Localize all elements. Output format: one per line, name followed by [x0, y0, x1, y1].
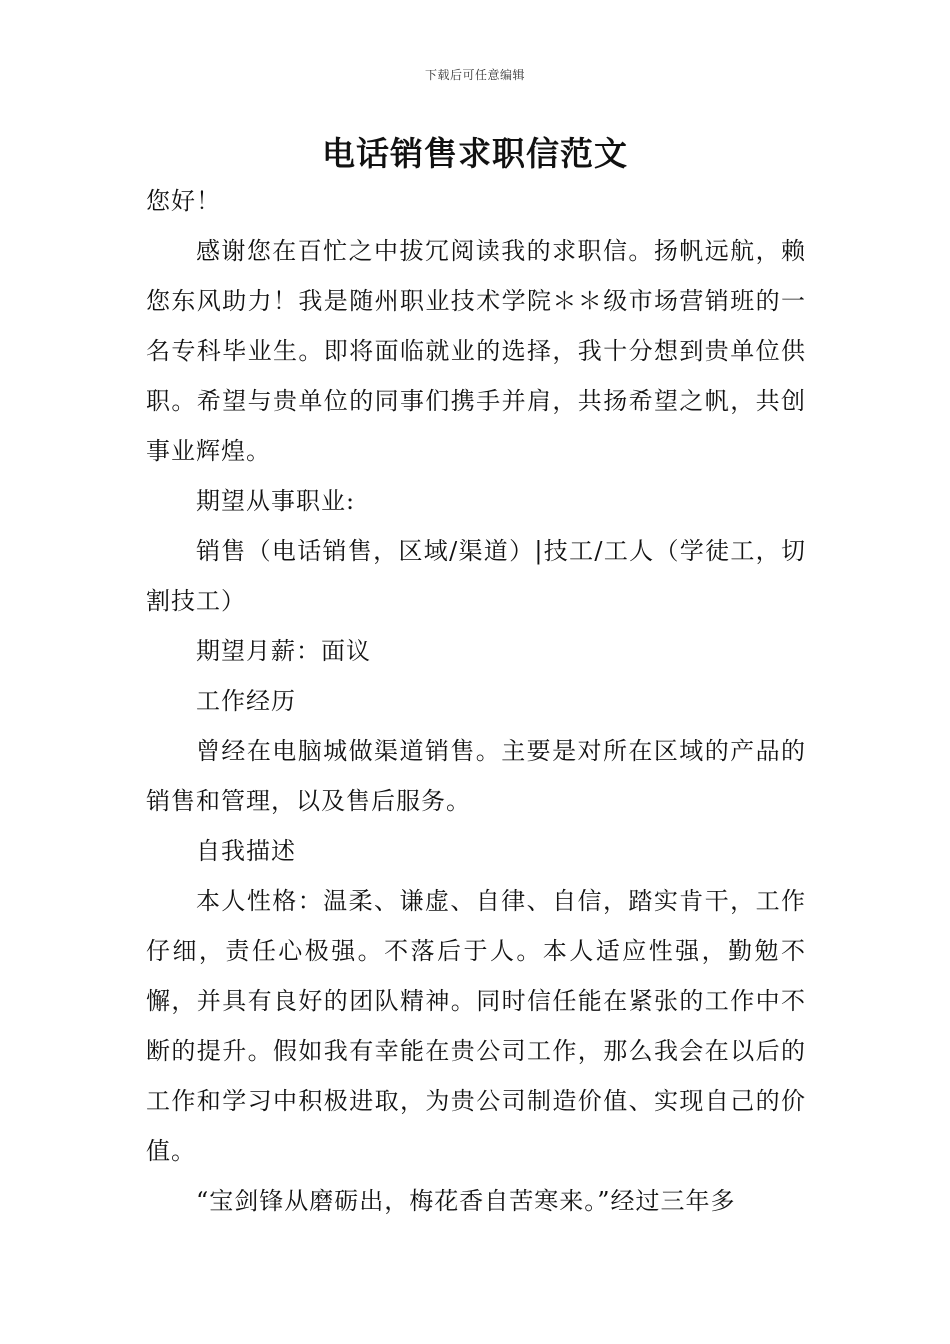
header-note: 下载后可任意编辑 — [424, 68, 525, 82]
paragraph-closing-quote: “宝剑锋从磨砺出，梅花香自苦寒来。”经过三年多 — [196, 1187, 736, 1215]
paragraph-work-experience: 曾经在电脑城做渠道销售。主要是对所在区域的产品的销售和管理，以及售后服务。 — [146, 737, 806, 815]
paragraph-work-experience-heading: 工作经历 — [196, 687, 296, 715]
paragraph-desired-job-label: 期望从事职业: — [196, 487, 356, 515]
greeting: 您好！ — [146, 187, 221, 215]
letter-body — [146, 176, 806, 1226]
document-title: 电话销售求职信范文 — [322, 134, 628, 173]
paragraph-expected-salary: 期望月薪：面议 — [196, 637, 371, 665]
paragraph-desired-jobs: 销售（电话销售，区域/渠道）|技工/工人（学徒工，切割技工） — [146, 537, 806, 615]
paragraph-self-description-heading: 自我描述 — [196, 837, 296, 865]
paragraph-self-description: 本人性格：温柔、谦虚、自律、自信，踏实肯干，工作仔细，责任心极强。不落后于人。本人适应性强，勤勉不懈，并具有良好的团队精神。同时信任能在紧张的工作中不断的提升。假如我有幸能在贵公司工作，那么我会在以后的工作和学习中积极进取，为贵公司制造价值、实现自己的价值。 — [146, 887, 806, 1165]
paragraph-intro: 感谢您在百忙之中拔冗阅读我的求职信。扬帆远航，赖您东风助力！我是随州职业技术学院＊＊级市场营销班的一名专科毕业生。即将面临就业的选择，我十分想到贵单位供职。希望与贵单位的同事们携手并肩，共扬希望之帆，共创事业辉煌。 — [146, 237, 806, 465]
